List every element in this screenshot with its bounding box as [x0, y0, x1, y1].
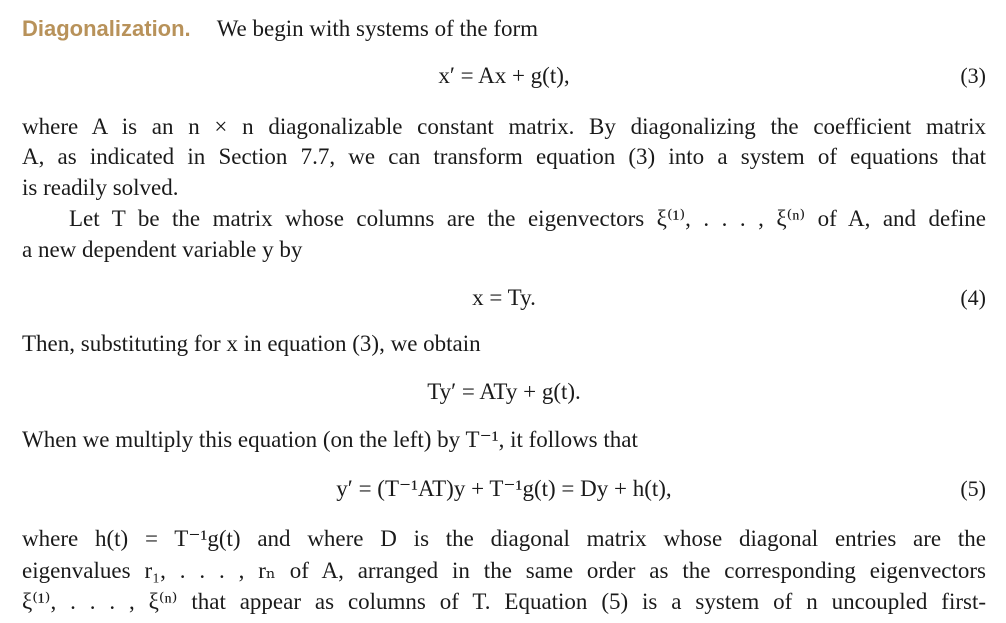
substitution-equation	[22, 377, 986, 407]
heading-line	[22, 14, 538, 44]
paragraph-2-line-1: Let T be the matrix whose columns are the eigenvectors ξ⁽¹⁾, . . . , ξ⁽ⁿ⁾ of A, and define	[69, 206, 986, 231]
paragraph-5-line-2: eigenvalues r₁, . . . , rₙ of A, arranged in the same order as the corresponding eigenvectors	[22, 558, 986, 583]
equation-5	[22, 474, 986, 504]
equation-5-number: (5)	[960, 476, 986, 501]
equation-5-expression: y′ = (T⁻¹AT)y + T⁻¹g(t) = Dy + h(t),	[336, 476, 672, 501]
paragraph-5-line-3: ξ⁽¹⁾, . . . , ξ⁽ⁿ⁾ that appear as columns of T. Equation (5) is a system of n uncoupled first-	[22, 589, 986, 614]
paragraph-2-line-2: a new dependent variable y by	[22, 237, 303, 262]
equation-4	[22, 283, 986, 313]
intro-text: We begin with systems of the form	[216, 16, 539, 41]
equation-3-expression: x′ = Ax + g(t),	[438, 63, 570, 88]
paragraph-1-line-3: is readily solved.	[22, 175, 179, 200]
paragraph-1-line-1: where A is an n × n diagonalizable constant matrix. By diagonalizing the coefficient matrix	[22, 114, 986, 139]
paragraph-4: When we multiply this equation (on the left) by T⁻¹, it follows that	[22, 427, 638, 452]
paragraph-3: Then, substituting for x in equation (3), we obtain	[22, 331, 481, 356]
section-heading: Diagonalization.	[22, 16, 191, 41]
textbook-page	[22, 0, 986, 623]
substitution-equation-expression: Ty′ = ATy + g(t).	[427, 379, 581, 404]
equation-4-number: (4)	[960, 285, 986, 310]
equation-3	[22, 61, 986, 91]
paragraph-1-line-2: A, as indicated in Section 7.7, we can transform equation (3) into a system of equations that	[22, 144, 986, 169]
paragraph-5-line-1: where h(t) = T⁻¹g(t) and where D is the diagonal matrix whose diagonal entries are the	[22, 526, 986, 551]
equation-3-number: (3)	[960, 63, 986, 88]
equation-4-expression: x = Ty.	[472, 285, 536, 310]
